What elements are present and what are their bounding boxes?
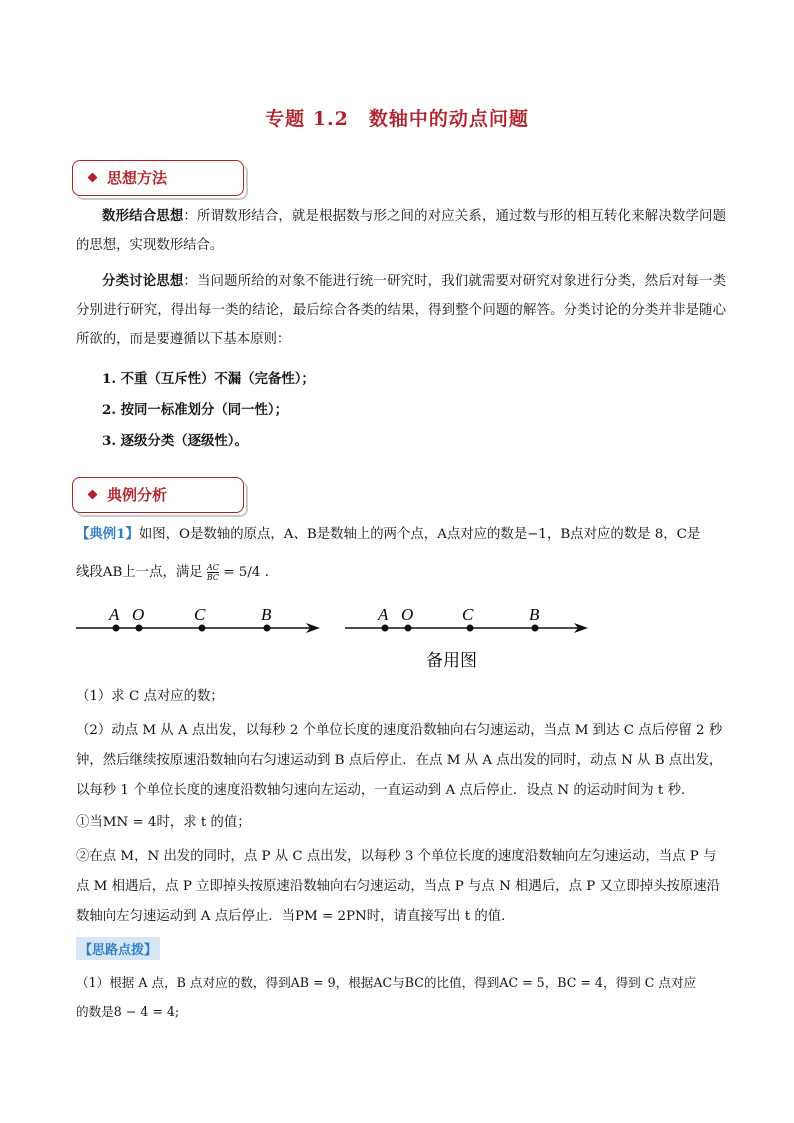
question-2b-line: ②在点 M，N 出发的同时，点 P 从 C 点出发，以每秒 3 个单位长度的速度沿数轴向左匀速运动，当点 P 与 xyxy=(76,849,717,864)
example-line-1 xyxy=(76,520,726,549)
point-label: A xyxy=(109,605,120,624)
fraction-numerator: AC xyxy=(207,563,219,572)
example-line-2 xyxy=(76,558,726,587)
paragraph-text: ：所谓数形结合，就是根据数与形之间的对应关系，通过数与形的相互转化来解决数学问题的思想，实现数形结合。 xyxy=(76,209,727,253)
point-label: C xyxy=(462,605,474,624)
term: 数形结合思想 xyxy=(102,208,184,224)
question-2b-line: 数轴向左匀速运动到 A 点后停止．当PM = 2PN时，请直接写出 t 的值． xyxy=(76,909,515,924)
question-1: （1）求 C 点对应的数； xyxy=(76,689,224,704)
number-line-spare xyxy=(345,605,588,671)
point-o-dot xyxy=(136,625,143,632)
paragraph-text: ：当问题所给的对象不能进行统一研究时，我们就需要对研究对象进行分类，然后对每一类分别进行研究，得出每一类的结论，最后综合各类的结果，得到整个问题的解答。分类讨论的分类并非是随心所欲的，而是要遵循以下基本原则： xyxy=(76,274,727,347)
question-2-line: 钟，然后继续按原速沿数轴向右匀速运动到 B 点后停止．在点 M 从 A 点出发的同时，动点 N 从 B 点出发， xyxy=(76,753,723,768)
point-a-dot xyxy=(382,625,389,632)
point-c-dot xyxy=(467,625,474,632)
diamond-icon xyxy=(88,490,98,500)
point-b-dot xyxy=(264,625,271,632)
page-title: 专题 1.2 数轴中的动点问题 xyxy=(265,108,529,130)
example-text: = 5/4 . xyxy=(223,565,269,580)
principle-item: 2. 按同一标准划分（同一性）； xyxy=(102,402,289,418)
example-text: 如图，O是数轴的原点，A、B是数轴上的两个点，A点对应的数是−1，B点对应的数是 8，C是 xyxy=(138,527,701,542)
point-c-dot xyxy=(199,625,206,632)
example-text: 线段AB上一点，满足 xyxy=(76,565,203,580)
section-header-methods xyxy=(72,160,244,196)
section-header-examples xyxy=(72,477,244,513)
question-2a: ①当MN = 4时，求 t 的值； xyxy=(76,815,251,830)
question-2b-line: 点 M 相遇后，点 P 立即掉头按原速沿数轴向右匀速运动，当点 P 与点 N 相遇后，点 P 又立即掉头按原速沿 xyxy=(76,879,721,894)
hint-line: （1）根据 A 点，B 点对应的数，得到AB = 9，根据AC与BC的比值，得到AC = 5，BC = 4，得到 C 点对应 xyxy=(76,975,697,990)
point-label: B xyxy=(261,605,272,624)
paragraph-classification xyxy=(76,267,726,354)
section-label: 典例分析 xyxy=(107,486,168,504)
hint-tag: 【思路点拨】 xyxy=(76,937,160,960)
point-a-dot xyxy=(113,625,120,632)
hint-line: 的数是8 − 4 = 4; xyxy=(76,1004,180,1019)
point-label: O xyxy=(401,605,414,624)
fraction xyxy=(207,563,219,582)
point-label: C xyxy=(194,605,206,624)
point-b-dot xyxy=(532,625,539,632)
section-label: 思想方法 xyxy=(107,169,168,187)
spare-figure-caption: 备用图 xyxy=(426,651,477,671)
number-line-figure xyxy=(70,596,610,676)
point-o-dot xyxy=(405,625,412,632)
diamond-icon xyxy=(88,173,98,183)
question-2-line: （2）动点 M 从 A 点出发，以每秒 2 个单位长度的速度沿数轴向右匀速运动，当点 M 到达 C 点后停留 2 秒 xyxy=(76,723,723,738)
point-label: O xyxy=(132,605,145,624)
point-label: B xyxy=(529,605,540,624)
number-line-main xyxy=(76,605,320,633)
paragraph-shape-number xyxy=(76,202,726,260)
principle-item: 3. 逐级分类（逐级性）。 xyxy=(102,433,248,449)
principle-item: 1. 不重（互斥性）不漏（完备性）； xyxy=(102,371,315,387)
question-2-line: 以每秒 1 个单位长度的速度沿数轴匀速向左运动，一直运动到 A 点后停止．设点 N 的运动时间为 t 秒． xyxy=(76,783,695,798)
example-tag: 【典例1】 xyxy=(76,526,139,542)
term: 分类讨论思想 xyxy=(102,273,184,289)
point-label: A xyxy=(378,605,389,624)
fraction-denominator: BC xyxy=(206,573,220,582)
